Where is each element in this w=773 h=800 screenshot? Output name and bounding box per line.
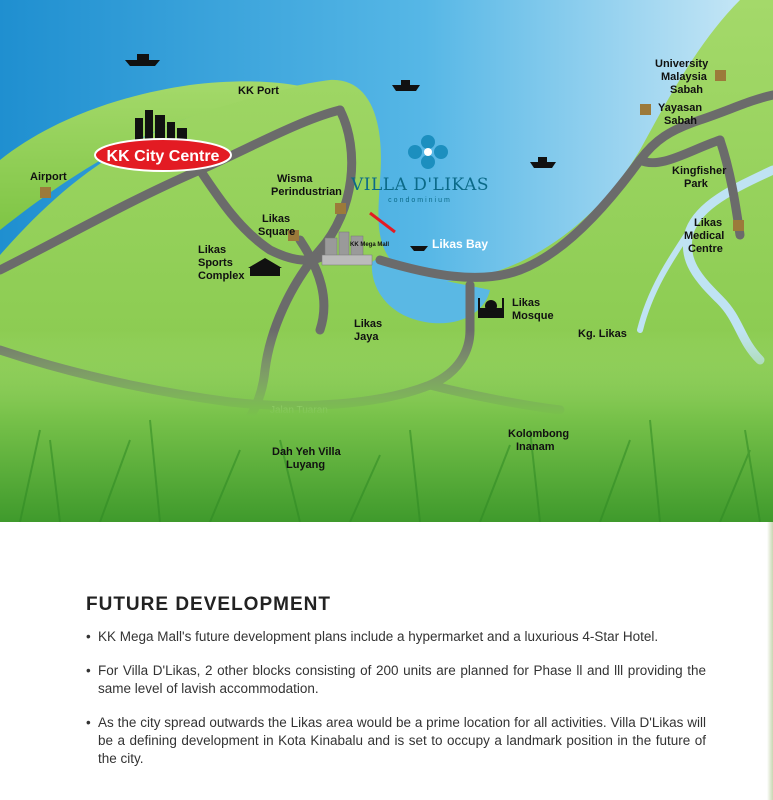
list-item-text: For Villa D'Likas, 2 other blocks consisting of 200 units are planned for Phase ll and lll providing the same level of lavish accommodation. — [98, 663, 706, 696]
bullet: • — [86, 629, 91, 644]
list-item — [86, 662, 706, 698]
label-wisma-2: Perindustrian — [271, 186, 342, 198]
bullet: • — [86, 663, 91, 678]
label-likas-jaya-1: Likas — [354, 318, 383, 330]
label-medical-1: Likas — [694, 217, 723, 229]
label-yayasan-1: Yayasan — [658, 102, 703, 114]
label-kingfisher-1: Kingfisher — [672, 165, 727, 177]
marker-wisma-icon — [335, 203, 346, 214]
label-likas-square-2: Square — [258, 226, 296, 238]
label-kolombong-1: Kolombong — [508, 428, 570, 440]
label-medical-3: Centre — [688, 243, 723, 255]
marker-yayasan-icon — [640, 104, 651, 115]
label-dah-yeh-1: Dah Yeh Villa — [272, 446, 341, 458]
label-mosque-2: Mosque — [512, 310, 554, 322]
page-edge-decoration — [767, 522, 773, 800]
label-wisma-1: Wisma — [277, 173, 313, 185]
section-heading: FUTURE DEVELOPMENT — [86, 594, 331, 615]
label-sports-3: Complex — [198, 270, 245, 282]
label-kingfisher-2: Park — [684, 178, 708, 190]
label-airport: Airport — [30, 171, 67, 183]
future-development-section — [0, 522, 773, 800]
marker-airport-icon — [40, 187, 51, 198]
list-item-text: KK Mega Mall's future development plans include a hypermarket and a luxurious 4-Star Hotel. — [98, 629, 659, 644]
marker-medical-icon — [733, 220, 744, 231]
villa-brand-subtitle: condominium — [388, 197, 452, 204]
label-medical-2: Medical — [684, 230, 725, 242]
list-item — [86, 628, 706, 646]
label-likas-bay: Likas Bay — [432, 237, 489, 251]
label-university-3: Sabah — [670, 84, 704, 96]
label-kk-port: KK Port — [238, 85, 279, 97]
label-likas-square-1: Likas — [262, 213, 291, 225]
list-item-text: As the city spread outwards the Likas area would be a prime location for all activities. Villa D'Likas will be a defining development in Kota Kinabalu and is set to occupy a landmark position in the future of the city. — [98, 715, 706, 766]
marker-university-icon — [715, 70, 726, 81]
development-list — [86, 628, 706, 784]
label-university-1: University — [655, 58, 709, 70]
label-kg-likas: Kg. Likas — [578, 328, 627, 340]
list-item — [86, 714, 706, 768]
label-university-2: Malaysia — [661, 71, 707, 83]
villa-brand-title: VILLA D'LIKAS — [351, 175, 489, 195]
bullet: • — [86, 715, 91, 730]
kk-city-centre-label: KK City Centre — [106, 148, 220, 165]
label-sports-2: Sports — [198, 257, 233, 269]
label-sports-1: Likas — [198, 244, 227, 256]
label-likas-jaya-2: Jaya — [354, 331, 379, 343]
label-dah-yeh-2: Luyang — [286, 459, 326, 471]
label-kolombong-2: Inanam — [516, 441, 555, 453]
label-mosque-1: Likas — [512, 297, 541, 309]
label-yayasan-2: Sabah — [664, 115, 698, 127]
kk-mega-mall-label: KK Mega Mall — [350, 242, 390, 248]
